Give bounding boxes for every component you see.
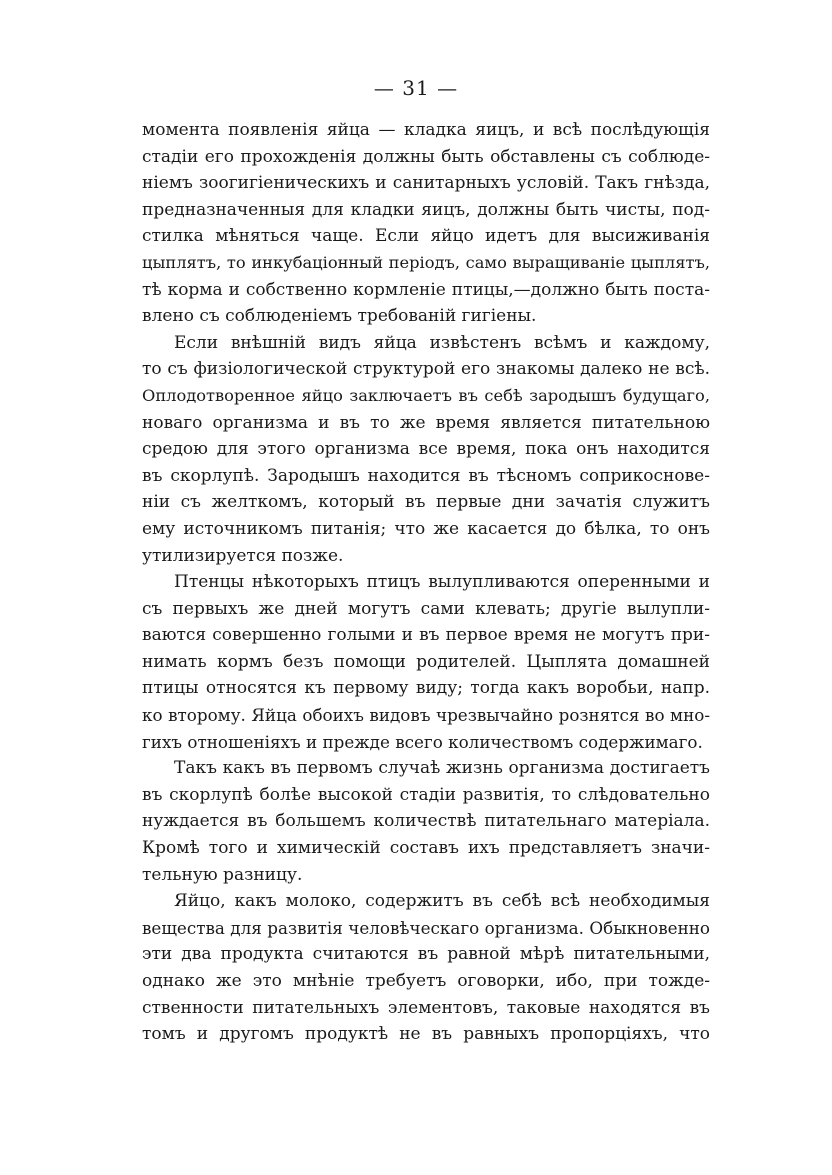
text-line: Кромѣ того и химическій составъ ихъ представляетъ значи- bbox=[142, 838, 710, 859]
text-line: нимать кормъ безъ помощи родителей. Цыплята домашней bbox=[142, 651, 710, 672]
paragraph-2 bbox=[142, 330, 710, 569]
text-line: тельную разницу. bbox=[142, 864, 303, 885]
text-line: то съ физіологической структурой его знакомы далеко не всѣ. bbox=[142, 359, 710, 380]
text-line: Птенцы нѣкоторыхъ птицъ вылупливаются оперенными и bbox=[174, 572, 710, 593]
text-line: стилка мѣняться чаще. Если яйцо идетъ для высиживанія bbox=[142, 226, 710, 247]
body-text bbox=[142, 117, 710, 1048]
text-line: влено съ соблюденіемъ требованій гигіены. bbox=[142, 306, 537, 327]
text-line: вещества для развитія человѣческаго организма. Обыкновенно bbox=[142, 917, 710, 938]
text-line: момента появленія яйца — кладка яицъ, и всѣ послѣдующія bbox=[142, 120, 710, 140]
text-line: Если внѣшній видъ яйца извѣстенъ всѣмъ и каждому, bbox=[174, 332, 710, 353]
page-number: — 31 — bbox=[373, 76, 459, 100]
text-line: ему источникомъ питанія; что же касается до бѣлка, то онъ bbox=[142, 518, 710, 539]
paragraph-4 bbox=[142, 755, 710, 888]
text-line: въ скорлупѣ. Зародышъ находится въ тѣсномъ соприкосновe- bbox=[142, 465, 710, 486]
text-line: ваются совершенно голыми и въ первое время не могутъ при- bbox=[142, 625, 710, 646]
text-line: средою для этого организма все время, пока онъ находится bbox=[142, 439, 710, 460]
text-line: Такъ какъ въ первомъ случаѣ жизнь организма достигаетъ bbox=[174, 758, 710, 779]
text-line: ніи съ желткомъ, который въ первые дни зачатія служитъ bbox=[142, 492, 710, 513]
text-line: Оплодотворенное яйцо заключаетъ въ себѣ зародышъ будущаго, bbox=[142, 385, 710, 405]
text-line: Яйцо, какъ молоко, содержитъ въ себѣ всѣ необходимыя bbox=[174, 891, 710, 912]
text-line: ственности питательныхъ элементовъ, таковые находятся въ bbox=[142, 997, 710, 1018]
text-line: ніемъ зоогигіеническихъ и санитарныхъ условій. Такъ гнѣзда, bbox=[142, 173, 710, 194]
text-line: стадіи его прохожденія должны быть обставлены съ соблюде- bbox=[142, 146, 710, 167]
text-line: гихъ отношеніяхъ и прежде всего количествомъ содержимаго. bbox=[142, 731, 703, 752]
text-line: томъ и другомъ продуктѣ не въ равныхъ пропорціяхъ, что bbox=[142, 1024, 710, 1045]
paragraph-5 bbox=[142, 888, 710, 1048]
text-line: птицы относятся къ первому виду; тогда какъ воробьи, напр. bbox=[142, 678, 710, 699]
text-line: ко второму. Яйца обоихъ видовъ чрезвычайно рознятся во мно- bbox=[142, 705, 710, 726]
text-line: однако же это мнѣніе требуетъ оговорки, ибо, при тожде- bbox=[142, 971, 710, 991]
text-line: новаго организма и въ то же время является питательною bbox=[142, 412, 710, 433]
text-line: тѣ корма и собственно кормленіе птицы,—должно быть поста- bbox=[142, 279, 710, 300]
text-line: нуждается въ большемъ количествѣ питательнаго матеріала. bbox=[142, 811, 710, 832]
text-line: предназначенныя для кладки яицъ, должны быть чисты, под- bbox=[142, 199, 710, 220]
text-line: утилизируется позже. bbox=[142, 545, 344, 566]
text-line: съ первыхъ же дней могутъ сами клевать; другіе вылупли- bbox=[142, 598, 710, 619]
text-line: эти два продукта считаются въ равной мѣрѣ питательными, bbox=[142, 944, 710, 965]
paragraph-1 bbox=[142, 117, 710, 330]
paragraph-3 bbox=[142, 569, 710, 755]
text-line: цыплятъ, то инкубаціонный періодъ, само выращиваніе цыплятъ, bbox=[142, 252, 710, 272]
text-line: въ скорлупѣ болѣе высокой стадіи развитія, то слѣдовательно bbox=[142, 784, 710, 805]
